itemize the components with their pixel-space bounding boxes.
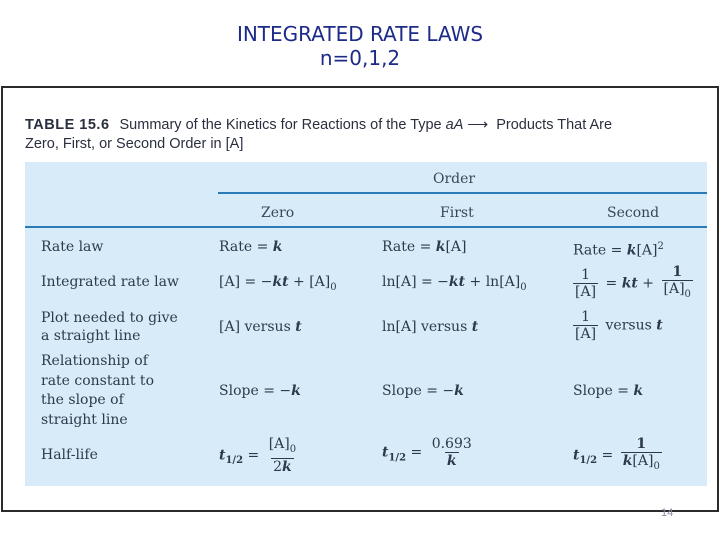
caption-text-b: Products That Are xyxy=(492,117,613,133)
table-caption xyxy=(25,116,695,154)
column-header-zero: Zero xyxy=(261,205,295,221)
plot-first: ln[A] versus t xyxy=(382,319,479,335)
column-header-second: Second xyxy=(607,205,660,221)
rate-law-first: Rate = k[A] xyxy=(382,239,467,255)
order-header: Order xyxy=(433,171,476,187)
caption-line2: Zero, First, or Second Order in [A] xyxy=(25,136,244,152)
plot-zero: [A] versus t xyxy=(219,319,302,335)
table-figure xyxy=(1,86,719,512)
rate-law-second: Rate = $k[A]^2$ xyxy=(573,241,664,259)
integrated-first: $\ln[A] = -kt + \ln[A]_0$ xyxy=(382,274,527,293)
header-rule xyxy=(25,226,707,228)
fraction-one-over-a: $\frac{1}{[A]}$ xyxy=(575,266,597,300)
integrated-second: $\frac{1}{[A]}$ = kt + $\frac{1}{[A]_0}$ xyxy=(570,264,696,303)
row-label-plot: Plot needed to give a straight line xyxy=(41,310,178,344)
integrated-zero: $[A] = -kt + [A]_0$ xyxy=(219,274,337,293)
slope-zero: Slope = −k xyxy=(219,383,301,399)
slope-second: Slope = k xyxy=(573,383,644,399)
fraction-0693-over-k: $\frac{0.693}{k}$ xyxy=(431,436,472,469)
table-body xyxy=(25,162,707,486)
table-label: TABLE 15.6 xyxy=(25,117,110,133)
plot-second: $\frac{1}{[A]}$ versus t xyxy=(575,309,663,342)
rate-law-zero: Rate = k xyxy=(219,239,283,255)
half-life-second: $t_{1/2}$ = $\frac{1}{k[A]_0}$ xyxy=(573,436,665,475)
half-life-zero: $t_{1/2}$ = $\frac{[A]_0}{2k}$ xyxy=(219,436,297,475)
fraction-one-over-ka0: $\frac{1}{k[A]_0}$ xyxy=(621,436,662,475)
reaction-arrow: ⟶ xyxy=(467,117,489,133)
row-label-integrated: Integrated rate law xyxy=(41,274,179,290)
column-header-first: First xyxy=(440,205,474,221)
slide-title-line1: INTEGRATED RATE LAWS xyxy=(236,22,484,46)
fraction-a0-over-2k: $\frac{[A]_0}{2k}$ xyxy=(268,436,297,475)
caption-species: aA xyxy=(445,117,464,133)
page-number: 14 xyxy=(661,507,674,519)
row-label-rate-law: Rate law xyxy=(41,239,104,255)
row-label-half-life: Half-life xyxy=(41,447,98,463)
slide-title xyxy=(0,22,720,70)
slide-title-line2: n=0,1,2 xyxy=(319,46,401,70)
slope-first: Slope = −k xyxy=(382,383,464,399)
caption-text-a: Summary of the Kinetics for Reactions of the Type xyxy=(119,117,446,133)
fraction-one-over-a0: $\frac{1}{[A]_0}$ xyxy=(662,264,693,303)
half-life-first: $t_{1/2}$ = $\frac{0.693}{k}$ xyxy=(382,436,472,469)
order-rule xyxy=(218,192,707,194)
row-label-slope: Relationship of rate constant to the slope of straight line xyxy=(41,353,154,428)
fraction-plot-one-over-a: $\frac{1}{[A]}$ xyxy=(575,309,597,342)
